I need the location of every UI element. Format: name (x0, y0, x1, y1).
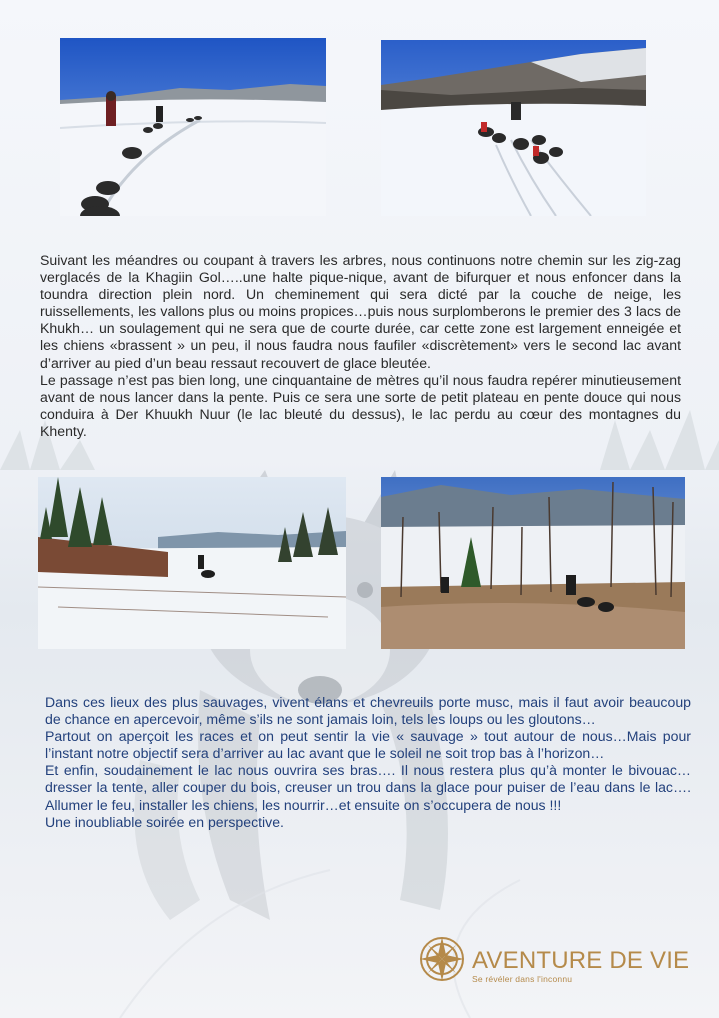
narrative-text-bottom (45, 694, 691, 831)
photo-forest-slope (38, 477, 346, 649)
paragraph: Suivant les méandres ou coupant à travers les arbres, nous continuons notre chemin sur les zig-zag verglacés de la Khagiin Gol…..une halte pique-nique, avant de bifurquer et nous enfoncer dans la toundra direction plein nord. Un cheminement qui sera dicté par la couche de neige, les ruissellements, les vallons plus ou moins propices…puis nous surplomberons le premier des 3 lacs de Khukh… un soulagement qui ne sera que de courte durée, car cette zone est largement enneigée et les chiens «brassent » un peu, il nous faudra nous faufiler «discrètement» vers le second lac avant d’arriver au pied d’un beau ressaut recouvert de glace bleutée. (40, 252, 681, 371)
paragraph: Partout on aperçoit les races et on peut sentir la vie « sauvage » tout autour de nous…Mais pour l’instant notre objectif sera d’arriver au lac avant que le soleil ne soit trop bas à l’horizon… (45, 728, 691, 762)
photo-dog-team-mountains (381, 40, 646, 216)
photo-dog-sled-plain (60, 38, 326, 216)
narrative-text-top (40, 252, 681, 440)
paragraph: Dans ces lieux des plus sauvages, vivent élans et chevreuils porte musc, mais il faut avoir beaucoup de chance en apercevoir, même s’ils ne sont jamais loin, tels les loups ou les gloutons… (45, 694, 691, 728)
paragraph: Une inoubliable soirée en perspective. (45, 813, 284, 830)
brand-tagline: Se révéler dans l'inconnu (472, 974, 573, 984)
brand-logo (418, 935, 698, 985)
paragraph: Le passage n’est pas bien long, une cinquantaine de mètres qu’il nous faudra repérer minutieusement avant de nous lancer dans la pente. Puis ce sera une sorte de petit plateau en pente douce qui nous conduira à Der Khuukh Nuur (le lac bleuté du dessus), le lac perdu au cœur des montagnes du Khenty. (40, 371, 681, 439)
paragraph: Et enfin, soudainement le lac nous ouvrira ses bras…. Il nous restera plus qu’à monter le bivouac… dresser la tente, aller couper du bois, creuser un trou dans la glace pour puiser de l’eau dans le lac…. Allumer le feu, installer les chiens, les nourrir…et ensuite on s’occupera de nous !!! (45, 762, 691, 813)
brand-name: AVENTURE DE VIE (472, 947, 690, 974)
compass-logo-icon (418, 935, 466, 983)
photo-burnt-forest (381, 477, 685, 649)
